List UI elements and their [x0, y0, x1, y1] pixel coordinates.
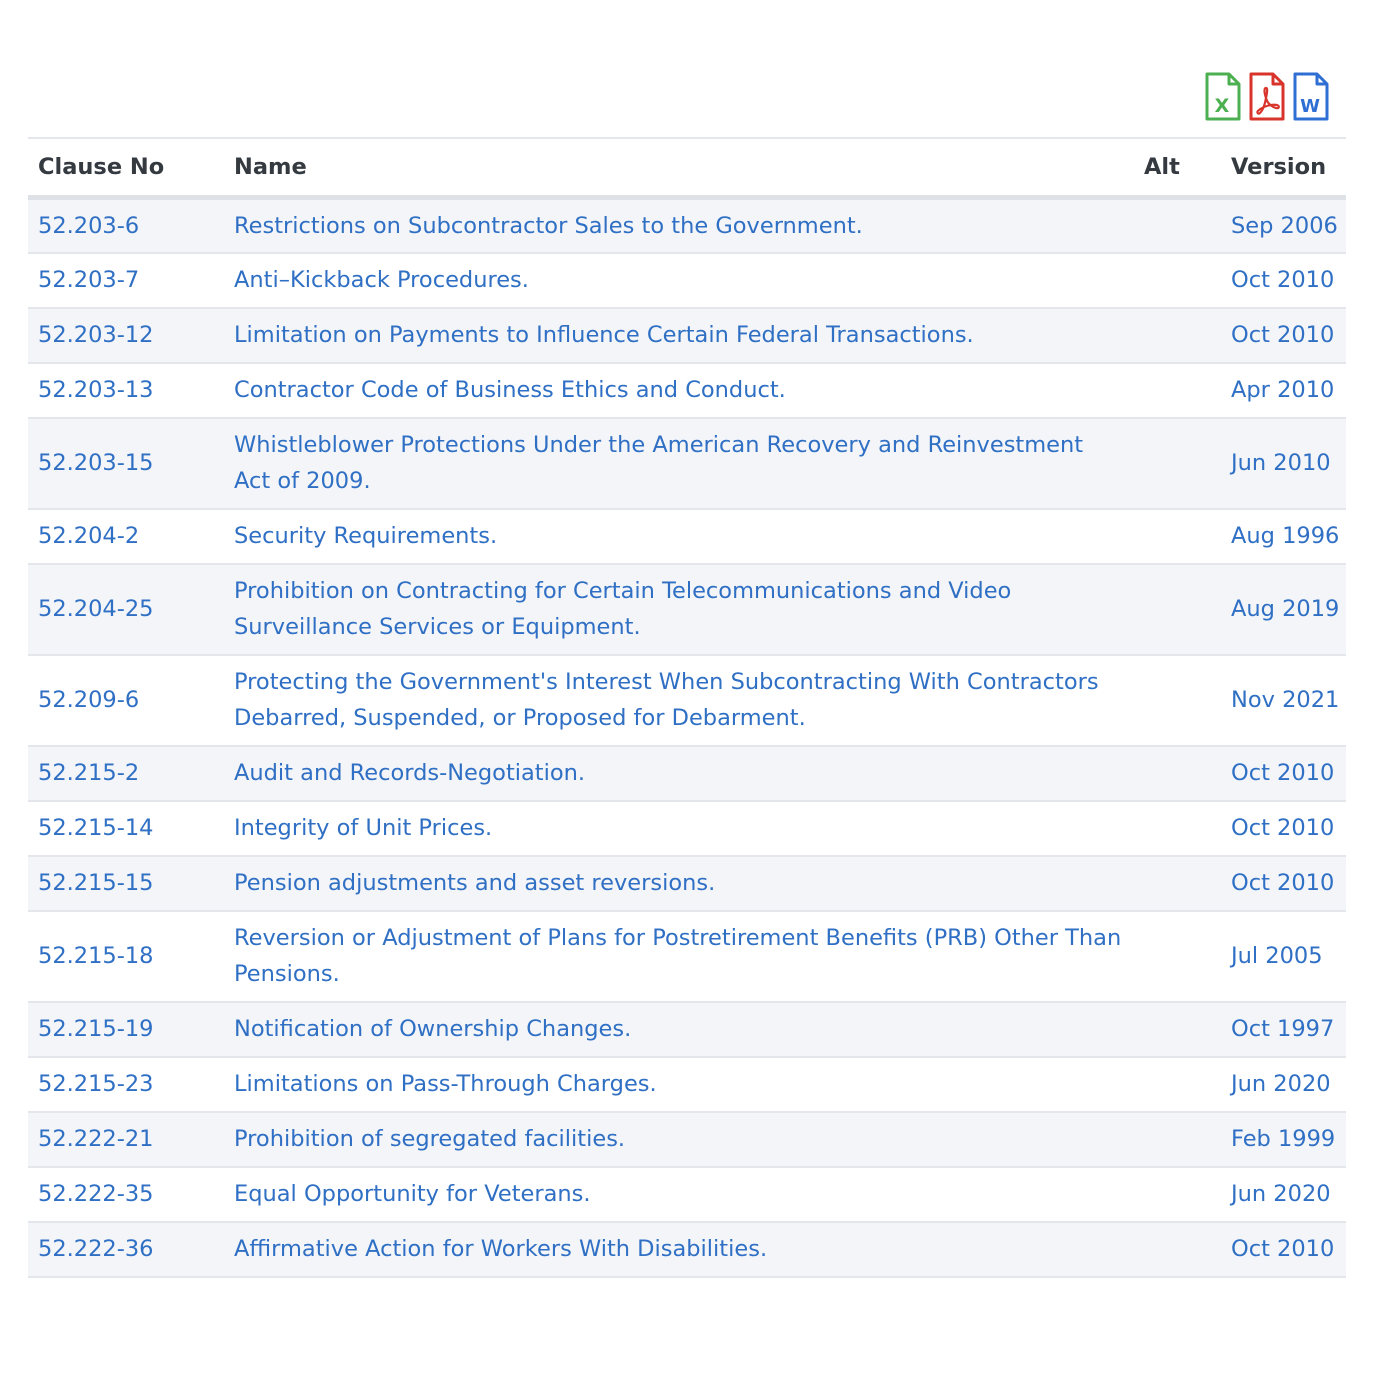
table-row: [28, 655, 1346, 746]
alt-cell: [1134, 564, 1221, 655]
alt-cell: [1134, 418, 1221, 509]
clause-link[interactable]: 52.203-6: [38, 212, 140, 239]
clause-link[interactable]: 52.222-35: [38, 1181, 154, 1207]
clause-link[interactable]: 52.222-36: [38, 1236, 154, 1262]
clause-name-link[interactable]: Notification of Ownership Changes.: [234, 1016, 632, 1042]
clause-link[interactable]: 52.215-23: [38, 1071, 154, 1097]
alt-cell: [1134, 746, 1221, 801]
alt-cell: [1134, 1002, 1221, 1057]
clause-name-link[interactable]: Anti–Kickback Procedures.: [234, 267, 529, 293]
version-link[interactable]: Oct 2010: [1231, 267, 1335, 293]
table-row: [28, 856, 1346, 911]
clause-name-link[interactable]: Affirmative Action for Workers With Disabilities.: [234, 1236, 768, 1262]
word-export-label: W: [1300, 96, 1320, 117]
pdf-export-icon[interactable]: [1248, 72, 1286, 122]
table-row: [28, 1222, 1346, 1277]
version-link[interactable]: Oct 2010: [1231, 815, 1335, 841]
clause-link[interactable]: 52.203-7: [38, 267, 140, 293]
alt-cell: [1134, 1112, 1221, 1167]
alt-cell: [1134, 911, 1221, 1002]
clause-name-link[interactable]: Integrity of Unit Prices.: [234, 815, 493, 841]
table-row: [28, 198, 1346, 253]
version-link[interactable]: Oct 2010: [1231, 322, 1335, 348]
alt-cell: [1134, 509, 1221, 564]
table-row: [28, 911, 1346, 1002]
clause-link[interactable]: 52.203-13: [38, 377, 154, 403]
clause-name-link[interactable]: Limitations on Pass-Through Charges.: [234, 1071, 657, 1097]
clause-name-link[interactable]: Whistleblower Protections Under the American Recovery and Reinvestment Act of 2009.: [234, 432, 1084, 494]
version-link[interactable]: Jul 2005: [1231, 943, 1323, 969]
version-link[interactable]: Jun 2010: [1231, 450, 1331, 476]
alt-cell: [1134, 801, 1221, 856]
clause-name-link[interactable]: Pension adjustments and asset reversions.: [234, 870, 716, 896]
alt-cell: [1134, 1222, 1221, 1277]
clause-link[interactable]: 52.203-15: [38, 450, 154, 476]
word-export-icon[interactable]: [1292, 72, 1330, 122]
clause-name-link[interactable]: Limitation on Payments to Influence Certain Federal Transactions.: [234, 322, 974, 348]
export-toolbar: [1204, 72, 1330, 122]
table-header: [28, 138, 1346, 198]
alt-cell: [1134, 363, 1221, 418]
version-link[interactable]: Nov 2021: [1231, 687, 1340, 713]
clause-name-link[interactable]: Prohibition of segregated facilities.: [234, 1126, 626, 1152]
alt-cell: [1134, 253, 1221, 308]
table-row: [28, 746, 1346, 801]
table-row: [28, 1167, 1346, 1222]
clauses-table: [28, 137, 1346, 1278]
clause-link[interactable]: 52.209-6: [38, 687, 140, 713]
version-link[interactable]: Feb 1999: [1231, 1126, 1336, 1152]
clause-link[interactable]: 52.222-21: [38, 1126, 154, 1152]
version-link[interactable]: Sep 2006: [1231, 212, 1338, 239]
clause-name-link[interactable]: Equal Opportunity for Veterans.: [234, 1181, 591, 1207]
clause-link[interactable]: 52.204-2: [38, 523, 140, 549]
version-link[interactable]: Oct 2010: [1231, 870, 1335, 896]
header-name: Name: [224, 138, 1134, 198]
header-version: Version: [1221, 138, 1346, 198]
excel-export-label: X: [1214, 95, 1230, 117]
version-link[interactable]: Jun 2020: [1231, 1071, 1331, 1097]
clause-name-link[interactable]: Prohibition on Contracting for Certain Telecommunications and Video Surveillance Services or Equipment.: [234, 578, 1012, 640]
clause-link[interactable]: 52.204-25: [38, 596, 154, 622]
alt-cell: [1134, 198, 1221, 253]
clause-link[interactable]: 52.215-19: [38, 1016, 154, 1042]
table-row: [28, 363, 1346, 418]
version-link[interactable]: Jun 2020: [1231, 1181, 1331, 1207]
clause-link[interactable]: 52.215-2: [38, 760, 140, 786]
version-link[interactable]: Aug 2019: [1231, 596, 1340, 622]
version-link[interactable]: Oct 2010: [1231, 760, 1335, 786]
alt-cell: [1134, 1057, 1221, 1112]
clause-link[interactable]: 52.203-12: [38, 322, 154, 348]
clause-name-link[interactable]: Security Requirements.: [234, 523, 498, 549]
table-row: [28, 1002, 1346, 1057]
header-alt: Alt: [1134, 138, 1221, 198]
version-link[interactable]: Oct 2010: [1231, 1236, 1335, 1262]
table-row: [28, 418, 1346, 509]
version-link[interactable]: Apr 2010: [1231, 377, 1335, 403]
clause-name-link[interactable]: Protecting the Government's Interest When Subcontracting With Contractors Debarred, Suspended, or Proposed for Debarment.: [234, 669, 1099, 731]
version-link[interactable]: Oct 1997: [1231, 1016, 1335, 1042]
table-row: [28, 1057, 1346, 1112]
excel-export-icon[interactable]: [1204, 72, 1242, 122]
alt-cell: [1134, 856, 1221, 911]
clause-name-link[interactable]: Audit and Records-Negotiation.: [234, 760, 586, 786]
version-link[interactable]: Aug 1996: [1231, 523, 1340, 549]
clause-name-link[interactable]: Restrictions on Subcontractor Sales to the Government.: [234, 212, 863, 239]
clause-link[interactable]: 52.215-14: [38, 815, 154, 841]
table-body: [28, 198, 1346, 1277]
table-row: [28, 1112, 1346, 1167]
clause-link[interactable]: 52.215-18: [38, 943, 154, 969]
clause-name-link[interactable]: Contractor Code of Business Ethics and Conduct.: [234, 377, 786, 403]
alt-cell: [1134, 655, 1221, 746]
table-row: [28, 253, 1346, 308]
table-row: [28, 801, 1346, 856]
clause-link[interactable]: 52.215-15: [38, 870, 154, 896]
alt-cell: [1134, 308, 1221, 363]
alt-cell: [1134, 1167, 1221, 1222]
clause-name-link[interactable]: Reversion or Adjustment of Plans for Postretirement Benefits (PRB) Other Than Pensions.: [234, 925, 1122, 987]
table-row: [28, 308, 1346, 363]
table-row: [28, 509, 1346, 564]
table-row: [28, 564, 1346, 655]
header-clause-no: Clause No: [28, 138, 224, 198]
